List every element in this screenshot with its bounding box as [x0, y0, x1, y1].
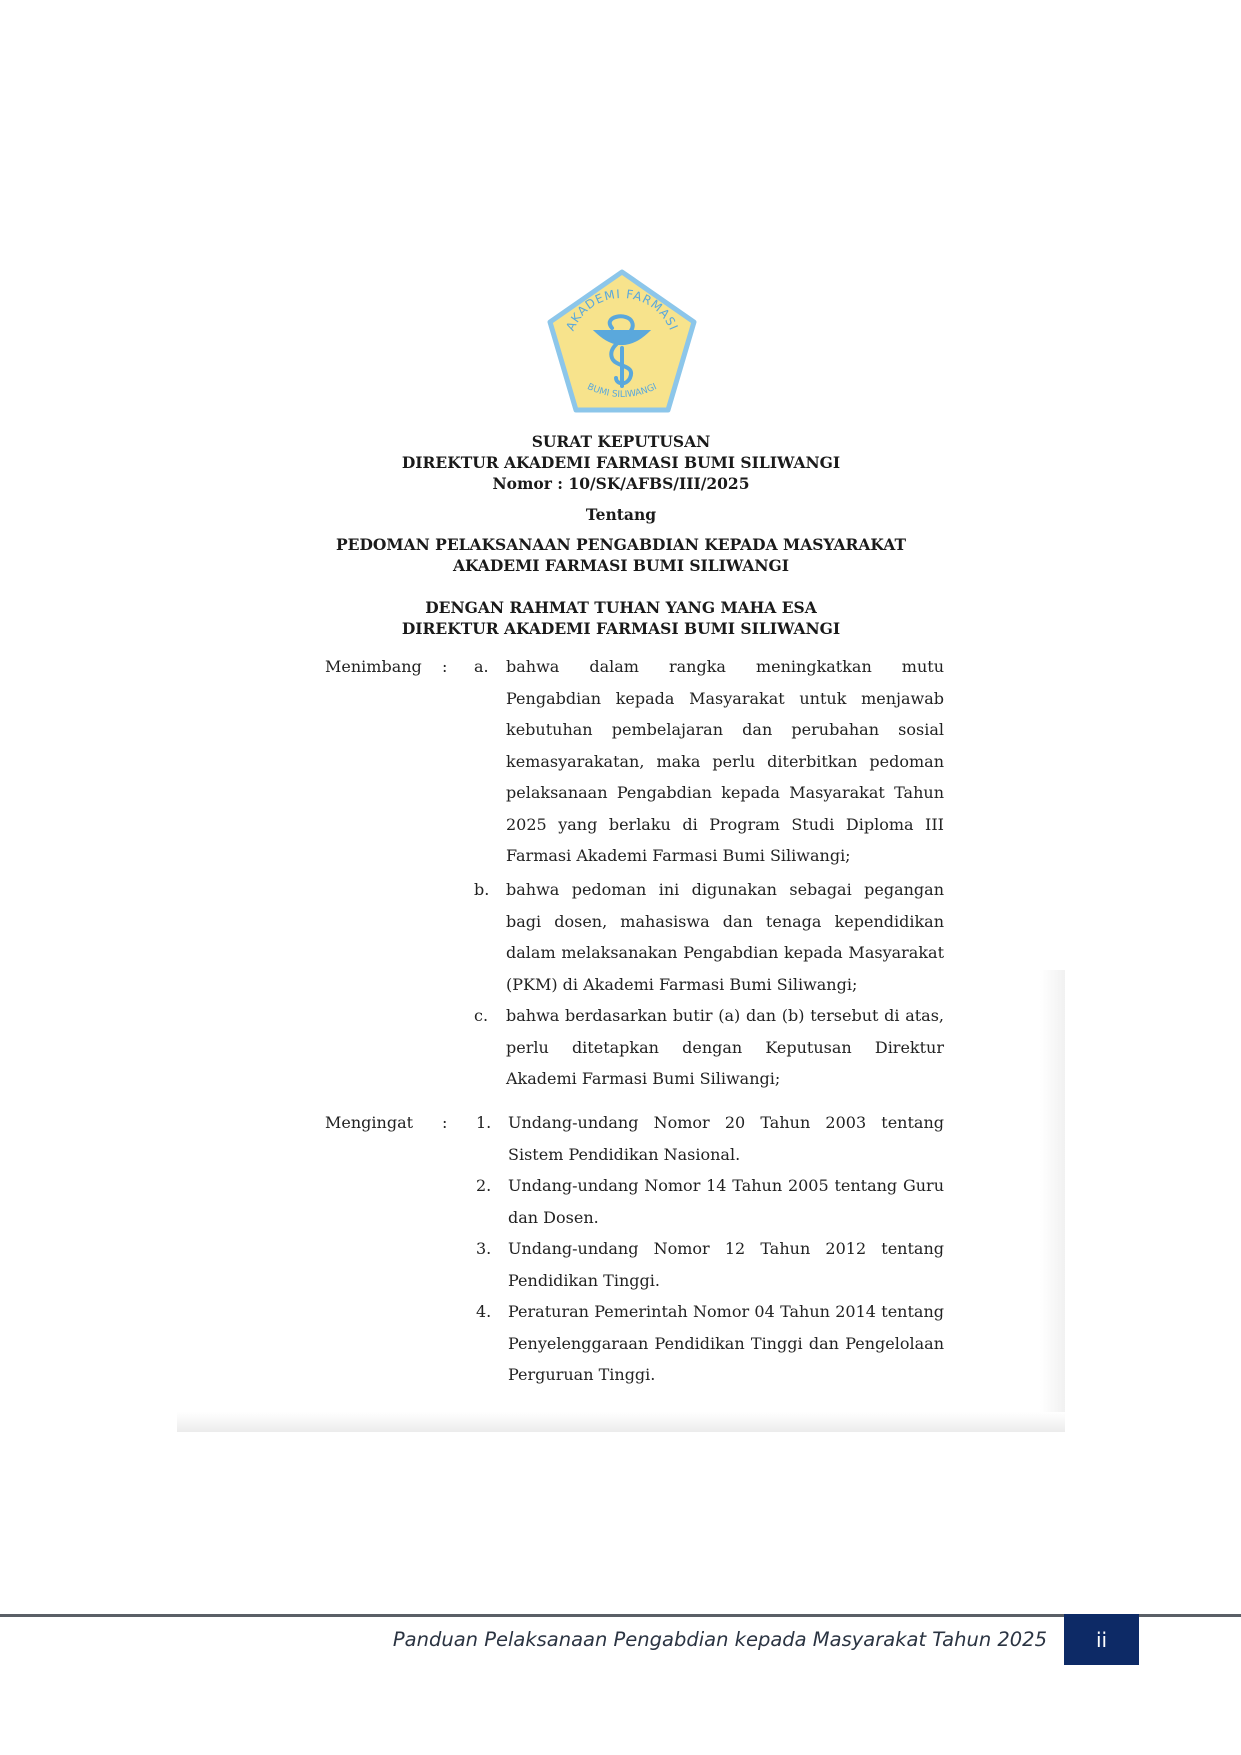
mengingat-colon: :: [442, 1113, 448, 1132]
page-number-badge: [1064, 1614, 1139, 1665]
logo-bottom-text: BUMI SILIWANGI: [585, 382, 659, 401]
decree-number: Nomor : 10/SK/AFBS/III/2025: [492, 474, 750, 493]
decree-issuer: DIREKTUR AKADEMI FARMASI BUMI SILIWANGI: [401, 453, 841, 472]
footer-document-title: Panduan Pelaksanaan Pengabdian kepada Masyarakat Tahun 2025: [392, 1628, 1047, 1651]
decree-title: SURAT KEPUTUSAN: [531, 432, 711, 451]
mengingat-marker-1: 1.: [476, 1113, 492, 1132]
page-number: ii: [1095, 1627, 1108, 1652]
scan-edge-shadow: [1040, 970, 1065, 1432]
logo-top-text: AKADEMI FARMASI: [563, 286, 681, 333]
mengingat-item-1: Undang-undang Nomor 20 Tahun 2003 tentang Sistem Pendidikan Nasional.: [508, 1113, 944, 1164]
scan-bottom-shadow: [177, 1412, 1065, 1432]
mengingat-item-2: Undang-undang Nomor 14 Tahun 2005 tentang Guru dan Dosen.: [508, 1176, 944, 1227]
mengingat-item-3: Undang-undang Nomor 12 Tahun 2012 tentang Pendidikan Tinggi.: [508, 1239, 944, 1290]
menimbang-item-b: bahwa pedoman ini digunakan sebagai pegangan bagi dosen, mahasiswa dan tenaga kependidikan dalam melaksanakan Pengabdian kepada Masyarakat (PKM) di Akademi Farmasi Bumi Siliwangi;: [506, 880, 944, 994]
menimbang-marker-c: c.: [474, 1006, 489, 1025]
menimbang-colon: :: [442, 657, 448, 676]
mengingat-item-4: Peraturan Pemerintah Nomor 04 Tahun 2014 tentang Penyelenggaraan Pendidikan Tinggi dan Pengelolaan Perguruan Tinggi.: [508, 1302, 944, 1384]
decree-subject-institution: AKADEMI FARMASI BUMI SILIWANGI: [452, 556, 790, 575]
decree-subject: PEDOMAN PELAKSANAAN PENGABDIAN KEPADA MASYARAKAT: [336, 535, 906, 554]
menimbang-label: Menimbang: [325, 657, 422, 676]
decree-about-label: Tentang: [585, 505, 657, 524]
decree-grace: DENGAN RAHMAT TUHAN YANG MAHA ESA: [425, 598, 817, 617]
menimbang-marker-a: a.: [474, 657, 489, 676]
menimbang-item-c: bahwa berdasarkan butir (a) dan (b) tersebut di atas, perlu ditetapkan dengan Keputusan Direktur Akademi Farmasi Bumi Siliwangi;: [506, 1006, 944, 1088]
menimbang-marker-b: b.: [474, 880, 490, 899]
mengingat-marker-2: 2.: [476, 1176, 492, 1195]
menimbang-item-a: bahwa dalam rangka meningkatkan mutu Pengabdian kepada Masyarakat untuk menjawab kebutuhan pembelajaran dan perubahan sosial kemasyarakatan, maka perlu diterbitkan pedoman pelaksanaan Pengabdian kepada Masyarakat Tahun 2025 yang berlaku di Program Studi Diploma III Farmasi Akademi Farmasi Bumi Siliwangi;: [506, 657, 944, 865]
decree-grace-issuer: DIREKTUR AKADEMI FARMASI BUMI SILIWANGI: [401, 619, 841, 638]
academy-logo: [542, 268, 702, 420]
mengingat-label: Mengingat: [325, 1113, 414, 1132]
footer-divider: [0, 1614, 1241, 1617]
mengingat-marker-4: 4.: [476, 1302, 492, 1321]
mengingat-marker-3: 3.: [476, 1239, 492, 1258]
